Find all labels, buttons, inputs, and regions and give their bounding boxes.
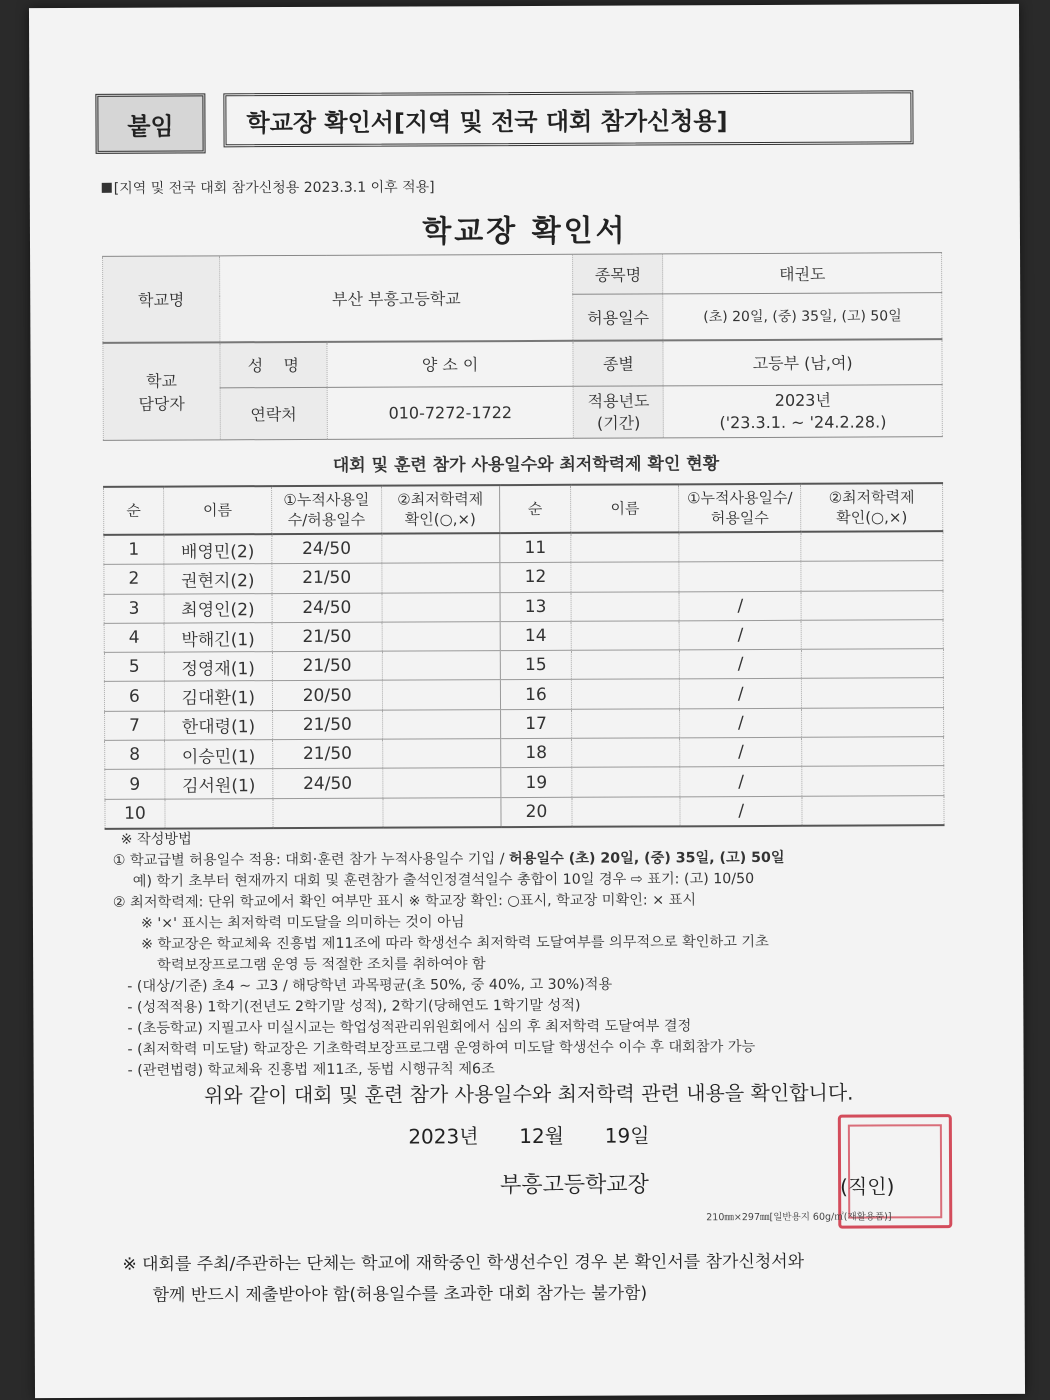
row-check: [382, 651, 500, 681]
row-name: 최영인(2): [164, 593, 272, 623]
document-page: [29, 4, 1025, 1398]
year-value-line1: 2023년: [774, 390, 831, 410]
instruction-item-2-note-2-cont: 학력보장프로그램 운영 등 적절한 조치를 취하여야 함: [157, 956, 486, 974]
row-no-right: 14: [500, 621, 572, 651]
category-value: 고등부 (남,여): [663, 339, 942, 386]
row-days: 24/50: [273, 769, 383, 799]
row-days: 21/50: [272, 563, 382, 593]
row-days: 21/50: [272, 622, 382, 652]
header-check-line1: ②최저학력제: [397, 490, 484, 509]
header-check-right-line2: 확인(○,×): [836, 508, 908, 527]
instruction-detail-5: - (관련법령) 학교체육 진흥법 제11조, 동법 시행규칙 제6조: [127, 1061, 495, 1079]
name-label: 성 명: [220, 341, 327, 387]
row-no-right: 15: [500, 650, 572, 680]
instruction-item-2-note-1: ※ '×' 표시는 최저학력 미도달을 의미하는 것이 아님: [140, 914, 465, 932]
header-check-right: [801, 483, 943, 532]
row-days-right: /: [680, 767, 802, 797]
instruction-item-2-note-2: ※ 학교장은 학교체육 진흥법 제11조에 따라 학생선수 최저학력 도달여부를 의무적으로 확인하고 기초: [141, 933, 769, 953]
row-name-right: [572, 767, 680, 797]
allowed-days-label: 허용일수: [573, 294, 663, 340]
header-no-right: 순: [499, 485, 571, 533]
confirmation-statement: 위와 같이 대회 및 훈련 참가 사용일수와 최저학력 관련 내용을 확인합니다.: [203, 1080, 854, 1108]
row-name-right: [572, 650, 680, 680]
row-days-right: /: [679, 620, 801, 650]
instruction-detail-2: - (성적적용) 1학기(전년도 2학기말 성적), 2학기(당해연도 1학기말 성적): [127, 997, 581, 1016]
manager-label-line1: 학교: [146, 371, 178, 391]
row-no-right: 18: [500, 738, 572, 768]
contact-label: 연락처: [220, 387, 327, 439]
row-days-right: /: [679, 591, 801, 621]
school-name-value: 부산 부흥고등학교: [219, 254, 573, 342]
row-check-right: [802, 766, 944, 796]
row-name: 정영재(1): [164, 652, 272, 682]
row-check: [382, 739, 500, 769]
table-row: [105, 737, 944, 770]
row-name-right: [572, 709, 680, 739]
row-no: 6: [104, 682, 164, 712]
header-days: [271, 486, 381, 534]
table-row: [104, 678, 943, 711]
row-no-right: 20: [500, 797, 572, 827]
instruction-item-1-text: ① 학교급별 허용일수 적용: 대회·훈련 참가 누적사용일수 기입 /: [112, 851, 510, 869]
row-days: [273, 798, 383, 828]
row-no-right: 17: [500, 709, 572, 739]
table-row: [105, 766, 944, 799]
roster-table: [103, 482, 944, 830]
row-name: 김대환(1): [164, 681, 272, 711]
row-days-right: [679, 532, 801, 562]
year-value: [663, 385, 942, 438]
instruction-item-1-bold: 허용일수 (초) 20일, (중) 35일, (고) 50일: [508, 849, 785, 868]
row-days-right: [679, 562, 801, 592]
header-name: 이름: [163, 486, 271, 534]
row-name: 배영민(2): [164, 534, 272, 564]
row-name: 이승민(1): [165, 740, 273, 770]
row-check-right: [801, 620, 943, 650]
footer-note: [122, 1246, 962, 1312]
row-days-right: /: [680, 737, 802, 767]
table-row: [104, 590, 943, 623]
row-no-right: 12: [499, 563, 571, 593]
table-row: [104, 531, 943, 564]
row-name: [165, 798, 273, 828]
header-days-line2: 수/허용일수: [287, 510, 366, 530]
row-days: 21/50: [272, 739, 382, 769]
header-check: [381, 485, 499, 534]
row-no: 8: [105, 740, 165, 770]
year-label-line1: 적용년도: [587, 390, 650, 411]
school-info-table: [102, 252, 943, 441]
manager-label-line2: 담당자: [138, 394, 185, 414]
row-check: [382, 622, 500, 652]
manager-label: [103, 342, 220, 441]
header-days-line1: ①누적사용일: [283, 490, 370, 510]
row-days: 21/50: [272, 651, 382, 681]
row-check-right: [801, 531, 943, 561]
row-name-right: [571, 591, 679, 621]
table-row: [104, 620, 943, 653]
row-days: 24/50: [272, 593, 382, 623]
row-no-right: 13: [500, 592, 572, 622]
row-days: 24/50: [272, 534, 382, 564]
row-check: [381, 533, 499, 563]
row-name-right: [571, 532, 679, 562]
row-name: 박해긴(1): [164, 623, 272, 653]
row-name: 권현지(2): [164, 564, 272, 594]
row-no: 1: [104, 535, 164, 565]
row-check-right: [801, 649, 943, 679]
table-row: [105, 707, 944, 740]
category-label: 종별: [573, 340, 663, 386]
row-no: 2: [104, 564, 164, 594]
paper-spec: 210㎜×297㎜[일반용지 60g/㎡(재활용품)]: [706, 1211, 892, 1224]
row-no-right: 19: [500, 768, 572, 798]
instruction-item-1-example: 예) 학기 초부터 현재까지 대회 및 훈련참가 출석인정결석일수 총합이 10일 경우 ⇨ 표기: (고) 10/50: [132, 871, 755, 890]
row-name-right: [571, 562, 679, 592]
instruction-detail-1: - (대상/기준) 초4 ~ 고3 / 해당학년 과목평균(초 50%, 중 40%, 고 30%)적용: [127, 976, 613, 995]
contact-value: 010-7272-1722: [327, 386, 574, 439]
row-no: 5: [104, 652, 164, 682]
row-check: [382, 680, 500, 710]
square-bullet-icon: [102, 183, 112, 193]
row-no-right: 16: [500, 680, 572, 710]
header-no: 순: [104, 487, 164, 535]
row-no: 7: [105, 711, 165, 741]
footer-note-line1: ※ 대회를 주최/주관하는 단체는 학교에 재학중인 학생선수인 경우 본 확인서를 참가신청서와: [122, 1251, 805, 1275]
header-days-right-line2: 허용일수: [710, 508, 769, 528]
row-name-right: [572, 679, 680, 709]
name-value: 양 소 이: [327, 340, 574, 387]
row-check-right: [802, 678, 944, 708]
allowed-days-value: (초) 20일, (중) 35일, (고) 50일: [663, 293, 942, 340]
instruction-detail-3: - (초등학교) 지필고사 미실시교는 학업성적관리위원회에서 심의 후 최저학력 도달여부 결정: [127, 1018, 692, 1037]
seal-label: (직인): [840, 1174, 895, 1199]
row-no-right: 11: [499, 533, 571, 563]
sport-label: 종목명: [573, 254, 663, 294]
table-row: [105, 795, 944, 828]
status-subtitle: 대회 및 훈련 참가 사용일수와 최저학력제 확인 현황: [332, 454, 720, 476]
table-row: [104, 649, 943, 682]
row-name: 김서원(1): [165, 769, 273, 799]
row-check-right: [801, 590, 943, 620]
row-days: 20/50: [272, 681, 382, 711]
header-title: 학교장 확인서[지역 및 전국 대회 참가신청용]: [223, 90, 913, 147]
instruction-detail-4: - (최저학력 미도달) 학교장은 기초학력보장프로그램 운영하여 미도달 학생선수 이수 후 대회참가 가능: [127, 1039, 756, 1058]
document-title: 학교장 확인서: [422, 213, 628, 250]
row-check-right: [801, 561, 943, 591]
header-check-right-line1: ②최저학력제: [828, 488, 915, 507]
header-days-right-line1: ①누적사용일수/: [687, 488, 793, 508]
row-name-right: [572, 797, 680, 827]
issue-date: 2023년 12월 19일: [408, 1123, 650, 1149]
sport-value: 태권도: [663, 253, 942, 294]
applicability-note: [102, 176, 435, 197]
row-name-right: [572, 738, 680, 768]
header-name-right: 이름: [571, 484, 679, 532]
row-no: 4: [104, 623, 164, 653]
row-no: 9: [105, 769, 165, 799]
principal-name: 부흥고등학교장: [500, 1172, 649, 1199]
row-days-right: /: [680, 708, 802, 738]
row-days-right: /: [680, 649, 802, 679]
roster-header-row: [104, 483, 943, 535]
row-check: [382, 768, 500, 798]
row-check: [382, 709, 500, 739]
instructions: [113, 826, 974, 1082]
row-days-right: /: [680, 679, 802, 709]
row-check: [382, 563, 500, 593]
row-days-right: /: [680, 796, 802, 826]
row-days: 21/50: [272, 710, 382, 740]
row-name: 한대령(1): [164, 710, 272, 740]
attachment-tag: 붙임: [95, 93, 205, 153]
row-check: [382, 592, 500, 622]
row-check-right: [802, 737, 944, 767]
year-label-line2: (기간): [596, 413, 641, 433]
applicability-note-text: [지역 및 전국 대회 참가신청용 2023.3.1 이후 적용]: [113, 179, 435, 197]
row-check-right: [802, 795, 944, 825]
row-no: 3: [104, 594, 164, 624]
year-value-line2: ('23.3.1. ~ '24.2.28.): [719, 411, 887, 432]
row-check: [383, 797, 501, 827]
header-days-right: [679, 484, 801, 533]
footer-note-line2: 함께 반드시 제출받아야 함(허용일수를 초과한 대회 참가는 불가함): [152, 1283, 648, 1306]
school-name-label: 학교명: [103, 256, 220, 343]
row-no: 10: [105, 799, 165, 829]
row-check-right: [802, 707, 944, 737]
table-row: [104, 561, 943, 594]
year-label: [574, 386, 664, 438]
instructions-heading: ※ 작성방법: [120, 831, 192, 848]
header-check-line2: 확인(○,×): [404, 510, 476, 529]
row-name-right: [572, 621, 680, 651]
instruction-item-2: ② 최저학력제: 단위 학교에서 확인 여부만 표시 ※ 학교장 확인: ○표시, 학교장 미확인: × 표시: [112, 892, 697, 911]
